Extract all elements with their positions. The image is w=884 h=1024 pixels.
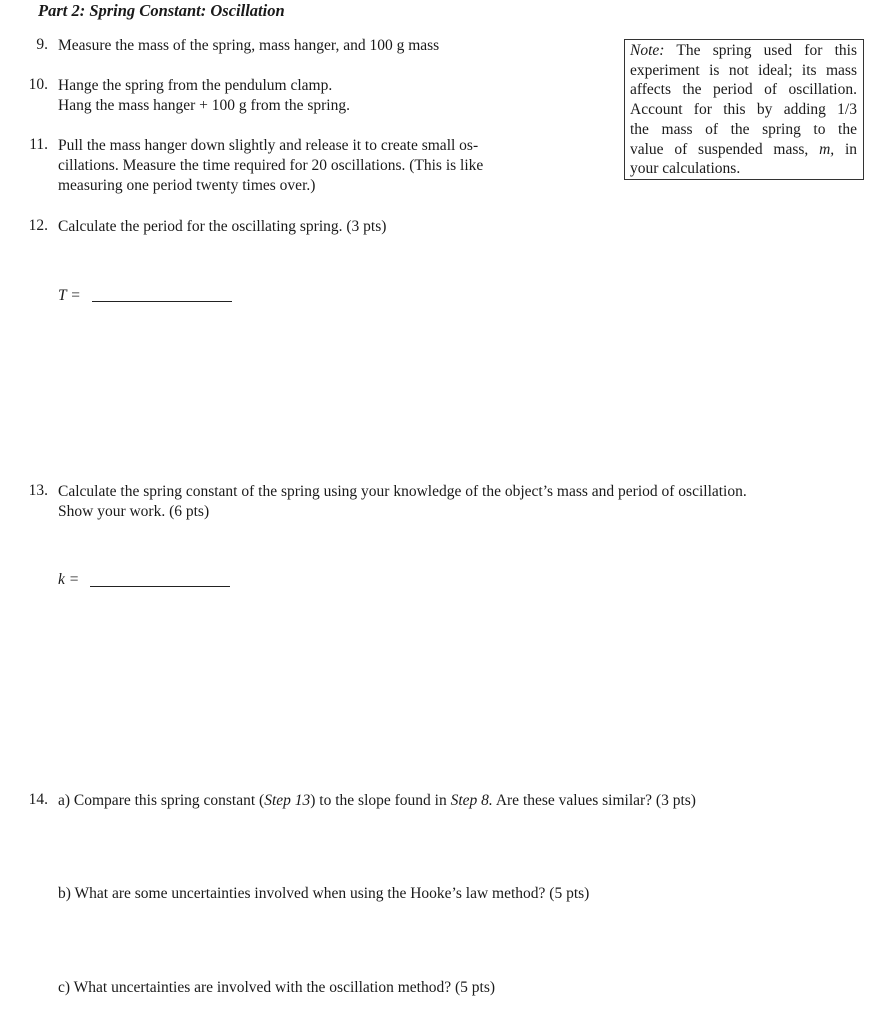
note-line-6-post: in — [844, 140, 858, 158]
item-12-number: 12. — [28, 217, 48, 234]
period-label: T = — [58, 287, 81, 304]
item-14a-text — [58, 791, 696, 811]
note-mass-variable: m, — [819, 140, 835, 158]
item-11-line-2: cillations. Measure the time required for 20 oscillations. (This is like — [58, 157, 484, 174]
note-line-3: affects the period of oscillation. — [630, 81, 857, 99]
spring-constant-label: k = — [58, 571, 80, 588]
note-line-1 — [630, 41, 857, 61]
item-14c-text: c) What uncertainties are involved with the oscillation method? (5 pts) — [58, 979, 496, 996]
note-box — [624, 39, 864, 180]
item-14a-mid: ) to the slope found in — [310, 792, 447, 809]
item-9-text: Measure the mass of the spring, mass hanger, and 100 g mass — [58, 37, 440, 54]
item-13-number: 13. — [28, 482, 48, 499]
item-10-line-1: Hange the spring from the pendulum clamp. — [58, 77, 333, 94]
note-line-6 — [630, 140, 857, 160]
item-11-line-3: measuring one period twenty times over.) — [58, 177, 316, 194]
note-line-1-text: The spring used for this — [676, 42, 857, 59]
note-line-4: Account for this by adding 1/3 — [630, 101, 857, 119]
note-line-5: the mass of the spring to the — [630, 120, 857, 138]
item-14a-step-8-ref: Step 8. — [450, 792, 493, 809]
item-13-line-2: Show your work. (6 pts) — [58, 503, 210, 520]
spring-constant-answer-blank[interactable] — [90, 586, 230, 587]
item-11-line-1: Pull the mass hanger down slightly and release it to create small os- — [58, 137, 479, 154]
item-14-number: 14. — [28, 791, 48, 808]
item-13-line-1: Calculate the spring constant of the spring using your knowledge of the object’s mass and period of oscillation. — [58, 483, 747, 500]
period-answer-blank[interactable] — [92, 301, 232, 302]
item-9-number: 9. — [36, 36, 48, 53]
note-line-6-pre: value of suspended mass, — [630, 140, 809, 158]
item-14a-post: Are these values similar? (3 pts) — [495, 792, 696, 809]
item-12-text: Calculate the period for the oscillating spring. (3 pts) — [58, 218, 387, 235]
note-line-2: experiment is not ideal; its mass — [630, 61, 857, 79]
note-line-7: your calculations. — [630, 160, 741, 178]
item-14b-text: b) What are some uncertainties involved when using the Hooke’s law method? (5 pts) — [58, 885, 590, 902]
item-10-number: 10. — [28, 76, 48, 93]
note-label: Note: — [630, 42, 665, 59]
section-title: Part 2: Spring Constant: Oscillation — [38, 1, 285, 20]
item-14a-pre: a) Compare this spring constant ( — [58, 792, 265, 809]
item-11-number: 11. — [29, 136, 48, 153]
item-10-line-2: Hang the mass hanger + 100 g from the spring. — [58, 97, 350, 114]
item-14a-step-13-ref: Step 13 — [264, 792, 311, 809]
